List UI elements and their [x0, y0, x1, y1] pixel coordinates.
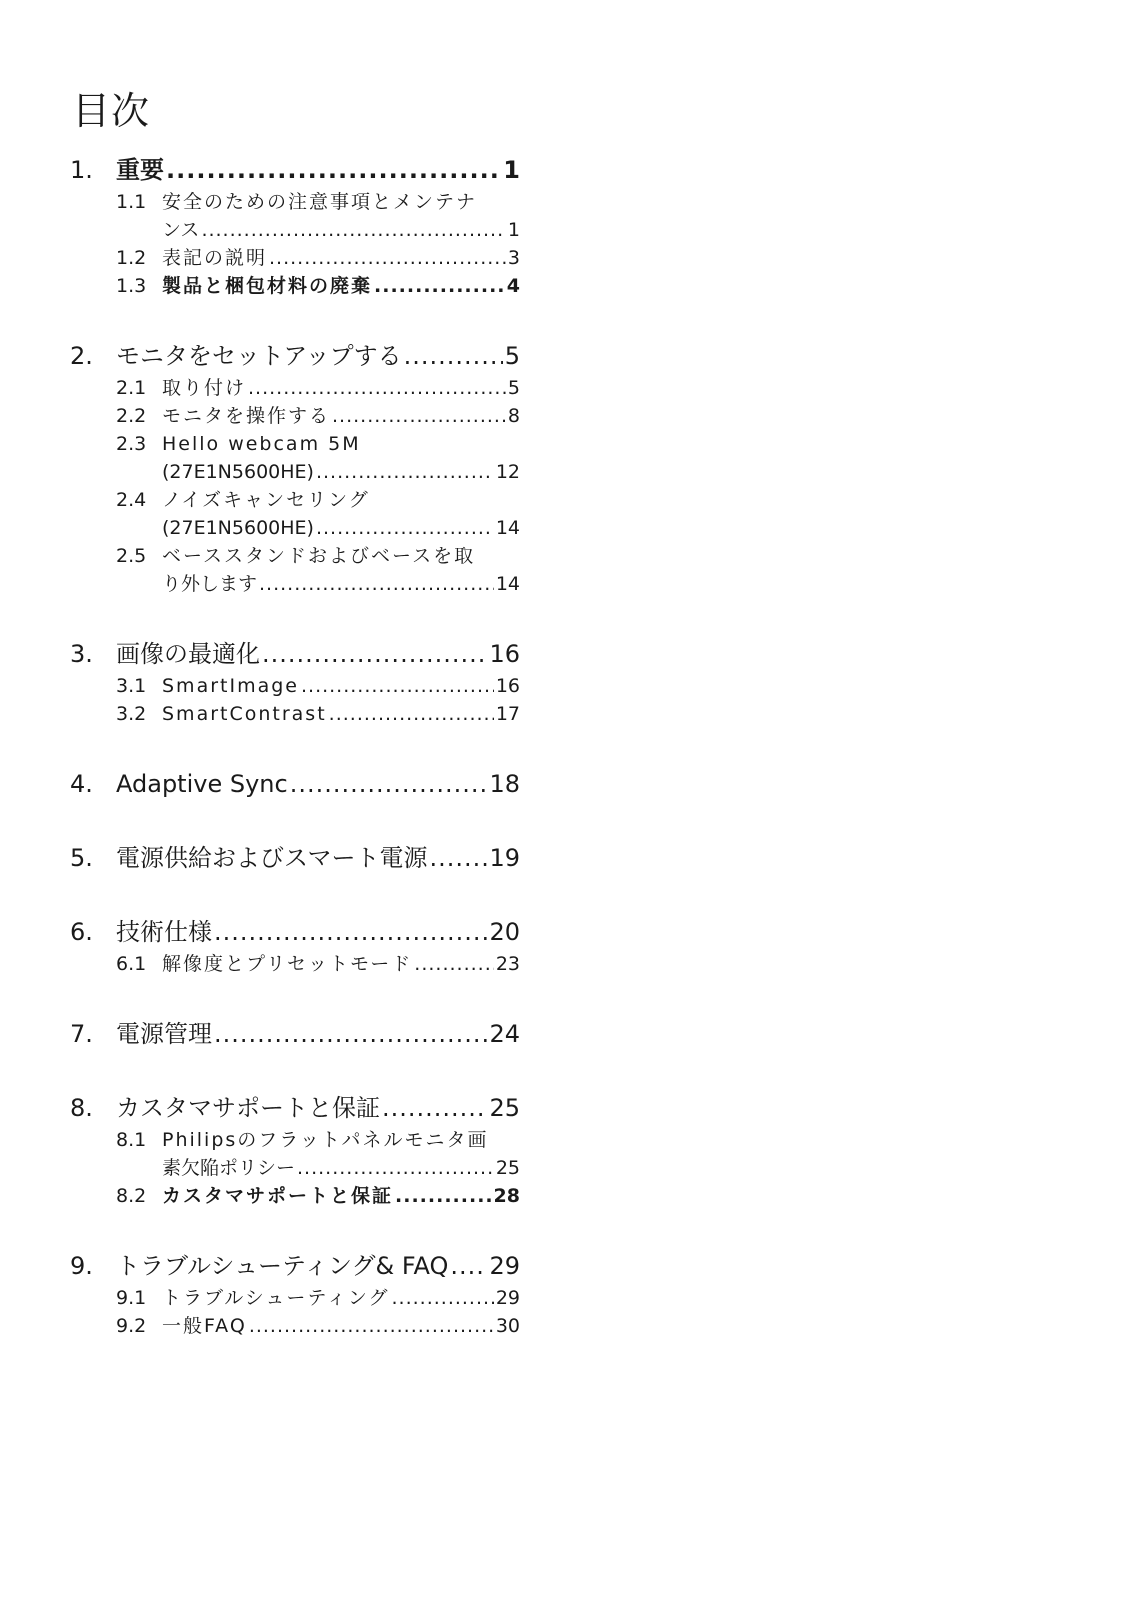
- toc-subentry[interactable]: [70, 272, 520, 300]
- toc-entry-page: 18: [489, 770, 520, 798]
- dot-leader: [248, 374, 506, 402]
- dot-leader: [395, 1182, 492, 1210]
- toc-subentry-label: トラブルシューティング: [162, 1287, 390, 1309]
- toc-entry-label: Adaptive Sync: [116, 770, 288, 798]
- toc-subentry-continuation[interactable]: [70, 514, 520, 542]
- toc-subentry-label: 製品と梱包材料の廃棄: [162, 275, 373, 297]
- toc-subentry-label: カスタマサポートと保証: [162, 1185, 394, 1207]
- toc-subentry[interactable]: [70, 374, 520, 402]
- toc-section: [70, 338, 520, 598]
- toc-subentry-label: SmartContrast: [162, 703, 327, 725]
- toc-subentry-label-cont: 素欠陥ポリシー: [162, 1157, 296, 1179]
- dot-leader: [259, 570, 494, 598]
- toc-subentry[interactable]: [70, 672, 520, 700]
- toc-subentry-page: 30: [495, 1315, 520, 1337]
- toc-section: [70, 1248, 520, 1340]
- toc-entry[interactable]: [70, 338, 520, 374]
- toc-subentry[interactable]: [70, 1312, 520, 1340]
- toc-section: [70, 1090, 520, 1210]
- toc-entry-number: 3.: [70, 640, 93, 668]
- toc-subentry-number: 6.1: [116, 953, 147, 975]
- dot-leader: [392, 1284, 494, 1312]
- toc-subentry-label-cont: り外します: [162, 573, 258, 595]
- dot-leader: [316, 458, 494, 486]
- toc-subentry-label: 取り付け: [162, 377, 247, 399]
- toc-subentry[interactable]: [70, 1284, 520, 1312]
- dot-leader: [166, 152, 501, 188]
- toc-entry-number: 4.: [70, 770, 93, 798]
- dot-leader: [329, 700, 494, 728]
- toc-entry-page: 25: [489, 1094, 520, 1122]
- toc-subentry-number: 2.4: [116, 489, 147, 511]
- toc-entry-label: 画像の最適化: [116, 640, 260, 668]
- page-title: 目次: [72, 89, 151, 133]
- toc-subentry-number: 8.1: [116, 1129, 147, 1151]
- toc-entry-page: 1: [503, 156, 520, 184]
- toc-subentry-label-cont: (27E1N5600HE): [162, 517, 314, 539]
- toc-subentry-page: 17: [495, 703, 520, 725]
- toc-subentry-page: 1: [507, 219, 520, 241]
- toc-entry-label: 技術仕様: [116, 918, 212, 946]
- toc-subentry[interactable]: [70, 402, 520, 430]
- toc-entry[interactable]: [70, 840, 520, 876]
- toc-entry-page: 20: [489, 918, 520, 946]
- toc-subentry-page: 16: [495, 675, 520, 697]
- toc-subentry[interactable]: [70, 1182, 520, 1210]
- toc-section: [70, 840, 520, 876]
- dot-leader: [269, 244, 506, 272]
- toc-entry[interactable]: [70, 1090, 520, 1126]
- dot-leader: [201, 216, 505, 244]
- dot-leader: [297, 1154, 494, 1182]
- toc-entry-label: モニタをセットアップする: [116, 342, 402, 370]
- toc-subentry[interactable]: [70, 1126, 520, 1154]
- toc-entry-label: カスタマサポートと保証: [116, 1094, 380, 1122]
- toc-subentry-page: 3: [507, 247, 520, 269]
- toc-entry-page: 29: [489, 1252, 520, 1280]
- toc-subentry-continuation[interactable]: [70, 570, 520, 598]
- dot-leader: [430, 840, 488, 876]
- dot-leader: [301, 672, 494, 700]
- toc-entry[interactable]: [70, 1016, 520, 1052]
- toc-subentry-number: 2.3: [116, 433, 147, 455]
- toc-entry-page: 5: [504, 342, 520, 370]
- toc-subentry-page: 23: [495, 953, 520, 975]
- toc-subentry-continuation[interactable]: [70, 458, 520, 486]
- dot-leader: [382, 1090, 487, 1126]
- toc-entry-page: 24: [489, 1020, 520, 1048]
- toc-subentry-page: 8: [507, 405, 520, 427]
- toc-section: [70, 636, 520, 728]
- dot-leader: [414, 950, 494, 978]
- toc-subentry[interactable]: [70, 430, 520, 458]
- dot-leader: [374, 272, 505, 300]
- toc-section: [70, 152, 520, 300]
- dot-leader: [214, 914, 487, 950]
- table-of-contents: [70, 152, 520, 1378]
- toc-subentry-label: モニタを操作する: [162, 405, 331, 427]
- toc-subentry-label: 解像度とプリセットモード: [162, 953, 413, 975]
- toc-entry-number: 9.: [70, 1252, 93, 1280]
- toc-subentry-label: Hello webcam 5M: [162, 433, 361, 455]
- toc-subentry-number: 2.1: [116, 377, 147, 399]
- toc-subentry-label: 安全のための注意事項とメンテナ: [162, 191, 478, 213]
- dot-leader: [290, 766, 488, 802]
- toc-subentry-continuation[interactable]: [70, 216, 520, 244]
- dot-leader: [404, 338, 503, 374]
- toc-entry-number: 2.: [70, 342, 93, 370]
- toc-entry[interactable]: [70, 152, 520, 188]
- toc-entry-page: 19: [489, 844, 520, 872]
- toc-subentry-number: 9.2: [116, 1315, 147, 1337]
- toc-subentry-page: 5: [507, 377, 520, 399]
- toc-subentry[interactable]: [70, 542, 520, 570]
- toc-subentry-label: 表記の説明: [162, 247, 268, 269]
- toc-subentry-number: 1.1: [116, 191, 147, 213]
- toc-entry-label: 電源供給およびスマート電源: [116, 844, 428, 872]
- dot-leader: [262, 636, 487, 672]
- toc-entry[interactable]: [70, 636, 520, 672]
- toc-subentry-page: 14: [495, 517, 520, 539]
- toc-section: [70, 766, 520, 802]
- toc-entry-page: 16: [489, 640, 520, 668]
- toc-entry-number: 1.: [70, 156, 93, 184]
- toc-entry-label: 重要: [116, 156, 164, 184]
- toc-subentry-number: 3.2: [116, 703, 147, 725]
- toc-subentry[interactable]: [70, 244, 520, 272]
- toc-entry-label: 電源管理: [116, 1020, 212, 1048]
- toc-entry-number: 7.: [70, 1020, 93, 1048]
- toc-subentry-label-cont: ンス: [162, 219, 200, 241]
- toc-subentry[interactable]: [70, 950, 520, 978]
- toc-subentry-number: 2.2: [116, 405, 147, 427]
- toc-entry-number: 6.: [70, 918, 93, 946]
- toc-subentry-number: 3.1: [116, 675, 147, 697]
- toc-subentry[interactable]: [70, 188, 520, 216]
- toc-subentry-page: 14: [495, 573, 520, 595]
- toc-subentry-page: 12: [495, 461, 520, 483]
- toc-entry-label: トラブルシューティング& FAQ: [116, 1252, 449, 1280]
- toc-section: [70, 1016, 520, 1052]
- dot-leader: [316, 514, 494, 542]
- toc-subentry[interactable]: [70, 486, 520, 514]
- toc-subentry-label: 一般FAQ: [162, 1315, 247, 1337]
- toc-subentry-page: 28: [493, 1185, 520, 1207]
- toc-subentry-number: 1.3: [116, 275, 147, 297]
- toc-subentry-label: ベーススタンドおよびベースを取: [162, 545, 476, 567]
- dot-leader: [249, 1312, 494, 1340]
- toc-entry[interactable]: [70, 766, 520, 802]
- toc-subentry-page: 29: [495, 1287, 520, 1309]
- toc-entry[interactable]: [70, 1248, 520, 1284]
- toc-subentry-number: 2.5: [116, 545, 147, 567]
- toc-subentry-number: 1.2: [116, 247, 147, 269]
- toc-subentry-continuation[interactable]: [70, 1154, 520, 1182]
- dot-leader: [450, 1248, 487, 1284]
- dot-leader: [332, 402, 506, 430]
- toc-subentry-label: SmartImage: [162, 675, 299, 697]
- toc-subentry[interactable]: [70, 700, 520, 728]
- toc-subentry-number: 8.2: [116, 1185, 147, 1207]
- toc-subentry-number: 9.1: [116, 1287, 147, 1309]
- toc-entry-number: 5.: [70, 844, 93, 872]
- toc-subentry-page: 4: [506, 275, 520, 297]
- toc-section: [70, 914, 520, 978]
- toc-subentry-page: 25: [495, 1157, 520, 1179]
- toc-subentry-label: ノイズキャンセリング: [162, 489, 370, 511]
- toc-subentry-label-cont: (27E1N5600HE): [162, 461, 314, 483]
- toc-entry-number: 8.: [70, 1094, 93, 1122]
- toc-entry[interactable]: [70, 914, 520, 950]
- dot-leader: [214, 1016, 487, 1052]
- toc-subentry-label: Philipsのフラットパネルモニタ画: [162, 1129, 489, 1151]
